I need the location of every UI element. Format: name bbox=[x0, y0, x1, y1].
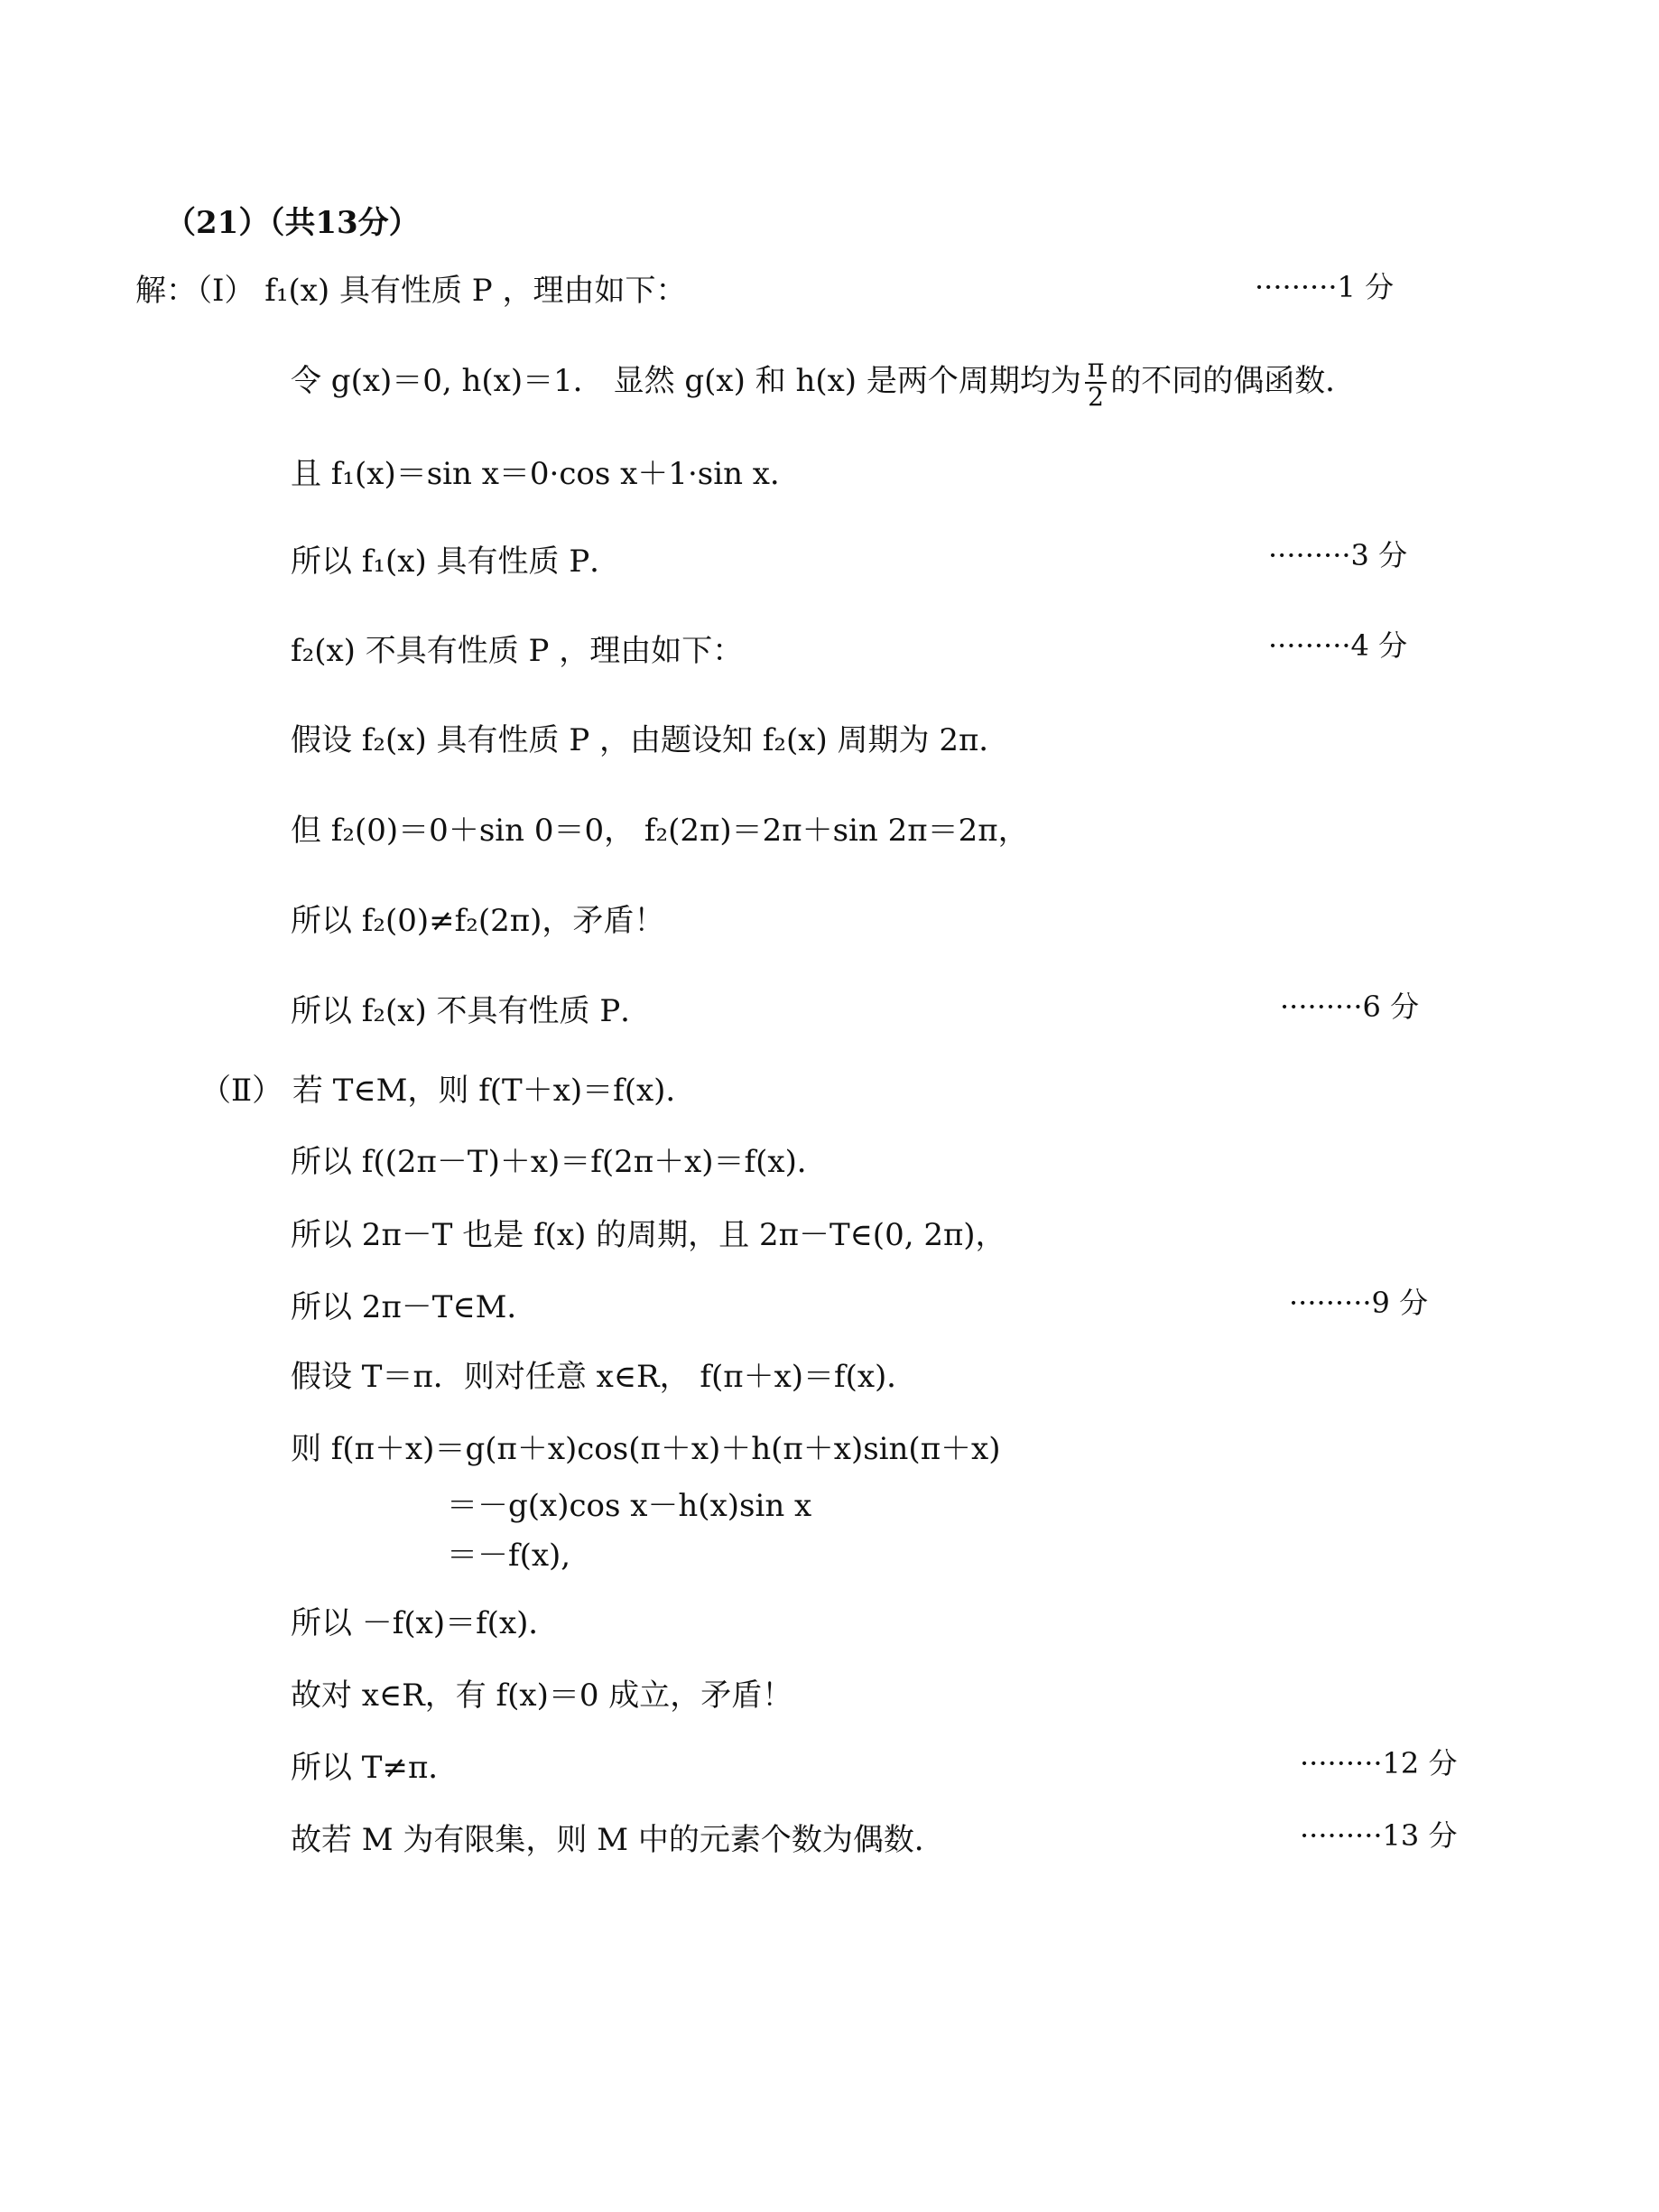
line-expand-step-2: ＝－g(x)cos x－h(x)sin x bbox=[447, 1488, 812, 1524]
fraction-denominator: 2 bbox=[1088, 382, 1104, 412]
line-f2-intro: f₂(x) 不具有性质 P ，理由如下： bbox=[291, 633, 744, 669]
line-conclusion: 故若 M 为有限集，则 M 中的元素个数为偶数． bbox=[291, 1822, 945, 1858]
score-12: ·········12 分 bbox=[1300, 1746, 1458, 1780]
fraction-numerator: π bbox=[1085, 355, 1107, 384]
score-1: ·········1 分 bbox=[1255, 270, 1395, 304]
line-neg-f-equals-f: 所以 －f(x)＝f(x)． bbox=[291, 1605, 560, 1641]
line-f2-no-property: 所以 f₂(x) 不具有性质 P． bbox=[291, 993, 652, 1029]
score-6: ·········6 分 bbox=[1280, 990, 1420, 1024]
line-define-g-h-tail: 的不同的偶函数． bbox=[1110, 363, 1357, 399]
line-expand-step-3: ＝－f(x), bbox=[447, 1538, 571, 1574]
pi-over-2-fraction bbox=[1085, 355, 1107, 411]
line-contradiction-1: 所以 f₂(0)≠f₂(2π)，矛盾！ bbox=[291, 903, 665, 939]
score-4: ·········4 分 bbox=[1268, 628, 1408, 663]
line-define-g-h bbox=[291, 353, 1357, 412]
line-in-m: 所以 2π－T∈M． bbox=[291, 1289, 538, 1325]
line-t-not-pi: 所以 T≠π． bbox=[291, 1750, 459, 1786]
score-13: ·········13 分 bbox=[1300, 1818, 1458, 1853]
line-f1-expression: 且 f₁(x)＝sin x＝0·cos x＋1·sin x． bbox=[291, 456, 801, 492]
line-contradiction-2: 故对 x∈R，有 f(x)＝0 成立，矛盾！ bbox=[291, 1678, 793, 1714]
line-also-period: 所以 2π－T 也是 f(x) 的周期，且 2π－T∈(0, 2π)， bbox=[291, 1217, 1006, 1253]
problem-header: （21）（共13分） bbox=[165, 205, 420, 241]
line-expand-f: 则 f(π＋x)＝g(π＋x)cos(π＋x)＋h(π＋x)sin(π＋x) bbox=[291, 1431, 1001, 1467]
line-define-g-h-text: 令 g(x)＝0, h(x)＝1． 显然 g(x) 和 h(x) 是两个周期均为 bbox=[291, 363, 1081, 399]
line-f1-has-property: 所以 f₁(x) 具有性质 P． bbox=[291, 544, 621, 580]
line-period-shift: 所以 f((2π－T)＋x)＝f(2π＋x)＝f(x)． bbox=[291, 1144, 828, 1180]
line-f2-values: 但 f₂(0)＝0＋sin 0＝0， f₂(2π)＝2π＋sin 2π＝2π， bbox=[291, 813, 1029, 849]
part1-intro: 解：（Ⅰ） f₁(x) 具有性质 P ，理由如下： bbox=[135, 273, 687, 309]
line-assume-f2: 假设 f₂(x) 具有性质 P ，由题设知 f₂(x) 周期为 2π． bbox=[291, 722, 1010, 758]
part2-intro: （Ⅱ） 若 T∈M，则 f(T＋x)＝f(x)． bbox=[200, 1073, 697, 1109]
line-assume-t-pi: 假设 T＝π．则对任意 x∈R， f(π＋x)＝f(x)． bbox=[291, 1359, 918, 1395]
score-3: ·········3 分 bbox=[1268, 538, 1408, 572]
score-9: ·········9 分 bbox=[1289, 1286, 1429, 1320]
